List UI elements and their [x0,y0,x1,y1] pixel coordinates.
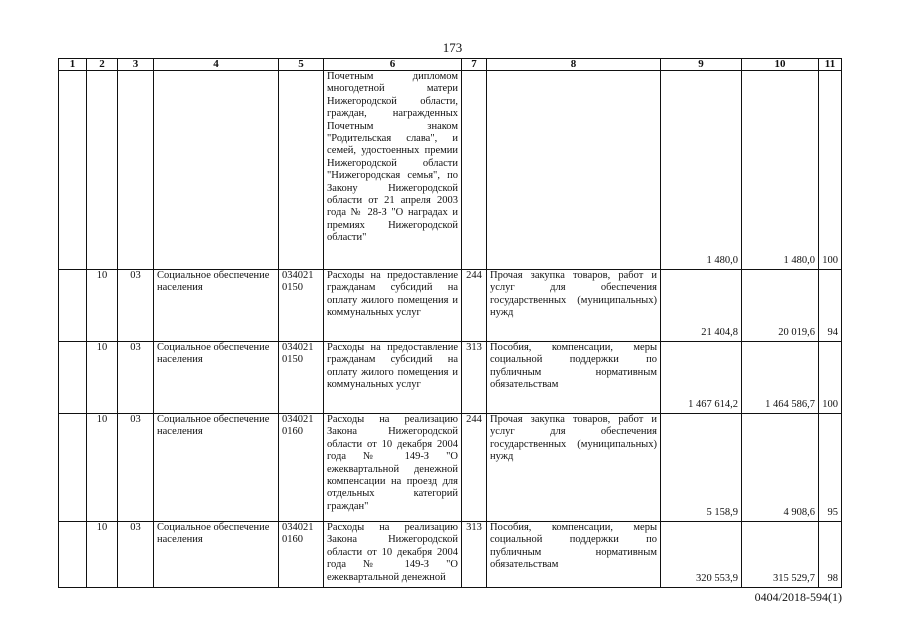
header-col-9: 9 [661,59,742,71]
cell-expense-type: 313 [462,522,487,588]
cell-expense-name: Пособия, компенсации, меры социальной поддержки по публичным нормативным обязательствам [487,522,661,588]
table-row [59,71,842,270]
cell-subsection [118,71,154,270]
cell-percent: 94 [819,270,842,342]
cell-percent: 100 [819,342,842,414]
cell-section: 10 [87,414,118,522]
table-row [59,522,842,588]
header-col-3: 3 [118,59,154,71]
table-row [59,270,842,342]
cell-subsection: 03 [118,270,154,342]
cell-planned-amount: 1 480,0 [661,71,742,270]
cell-section-name: Социальное обеспечение населения [154,522,279,588]
cell-planned-amount: 320 553,9 [661,522,742,588]
cell-expense-type: 313 [462,342,487,414]
cell-expense-name: Пособия, компенсации, меры социальной поддержки по публичным нормативным обязательствам [487,342,661,414]
header-col-5: 5 [279,59,324,71]
cell-target-code: 034021 0160 [279,414,324,522]
page-number: 173 [442,40,463,55]
table-row [59,342,842,414]
cell-target-name: Почетным дипломом многодетной матери Нижегородской области, граждан, награжденных Почетным знаком "Родительская слава", и семей, удостоенных премии Нижегородской области "Нижегородская семья", по Закону Нижегородской области от 21 апреля 2003 года № 28-З "О наградах и премиях Нижегородской области" [324,71,462,270]
header-col-2: 2 [87,59,118,71]
budget-table [58,58,842,588]
header-row [59,59,842,71]
cell-section-name [154,71,279,270]
cell-expense-name: Прочая закупка товаров, работ и услуг для обеспечения государственных (муниципальных) нужд [487,414,661,522]
cell-section: 10 [87,522,118,588]
cell-col-1 [59,71,87,270]
cell-subsection: 03 [118,522,154,588]
header-col-4: 4 [154,59,279,71]
cell-expense-type [462,71,487,270]
cell-percent: 100 [819,71,842,270]
cell-section: 10 [87,342,118,414]
cell-planned-amount: 5 158,9 [661,414,742,522]
cell-col-1 [59,342,87,414]
cell-percent: 95 [819,414,842,522]
cell-subsection: 03 [118,414,154,522]
cell-expense-name: Прочая закупка товаров, работ и услуг для обеспечения государственных (муниципальных) нужд [487,270,661,342]
cell-target-code: 034021 0150 [279,270,324,342]
cell-actual-amount: 4 908,6 [742,414,819,522]
cell-actual-amount: 315 529,7 [742,522,819,588]
cell-col-1 [59,270,87,342]
header-col-10: 10 [742,59,819,71]
cell-target-name: Расходы на предоставление гражданам субсидий на оплату жилого помещения и коммунальных услуг [324,342,462,414]
cell-section: 10 [87,270,118,342]
header-col-11: 11 [819,59,842,71]
header-col-7: 7 [462,59,487,71]
cell-target-code [279,71,324,270]
cell-actual-amount: 1 480,0 [742,71,819,270]
cell-col-1 [59,414,87,522]
header-col-8: 8 [487,59,661,71]
cell-section-name: Социальное обеспечение населения [154,342,279,414]
cell-section [87,71,118,270]
header-col-6: 6 [324,59,462,71]
cell-planned-amount: 1 467 614,2 [661,342,742,414]
cell-expense-name [487,71,661,270]
cell-percent: 98 [819,522,842,588]
table-row [59,414,842,522]
header-col-1: 1 [59,59,87,71]
cell-target-name: Расходы на реализацию Закона Нижегородской области от 10 декабря 2004 года № 149-З "О ежеквартальной денежной [324,522,462,588]
cell-expense-type: 244 [462,414,487,522]
cell-actual-amount: 1 464 586,7 [742,342,819,414]
cell-planned-amount: 21 404,8 [661,270,742,342]
cell-actual-amount: 20 019,6 [742,270,819,342]
cell-section-name: Социальное обеспечение населения [154,414,279,522]
document-code: 0404/2018-594(1) [754,590,842,604]
cell-expense-type: 244 [462,270,487,342]
cell-section-name: Социальное обеспечение населения [154,270,279,342]
cell-target-name: Расходы на предоставление гражданам субсидий на оплату жилого помещения и коммунальных услуг [324,270,462,342]
cell-target-code: 034021 0160 [279,522,324,588]
cell-target-name: Расходы на реализацию Закона Нижегородской области от 10 декабря 2004 года № 149-З "О ежеквартальной денежной компенсации на проезд для отдельных категорий граждан" [324,414,462,522]
cell-subsection: 03 [118,342,154,414]
cell-col-1 [59,522,87,588]
cell-target-code: 034021 0150 [279,342,324,414]
